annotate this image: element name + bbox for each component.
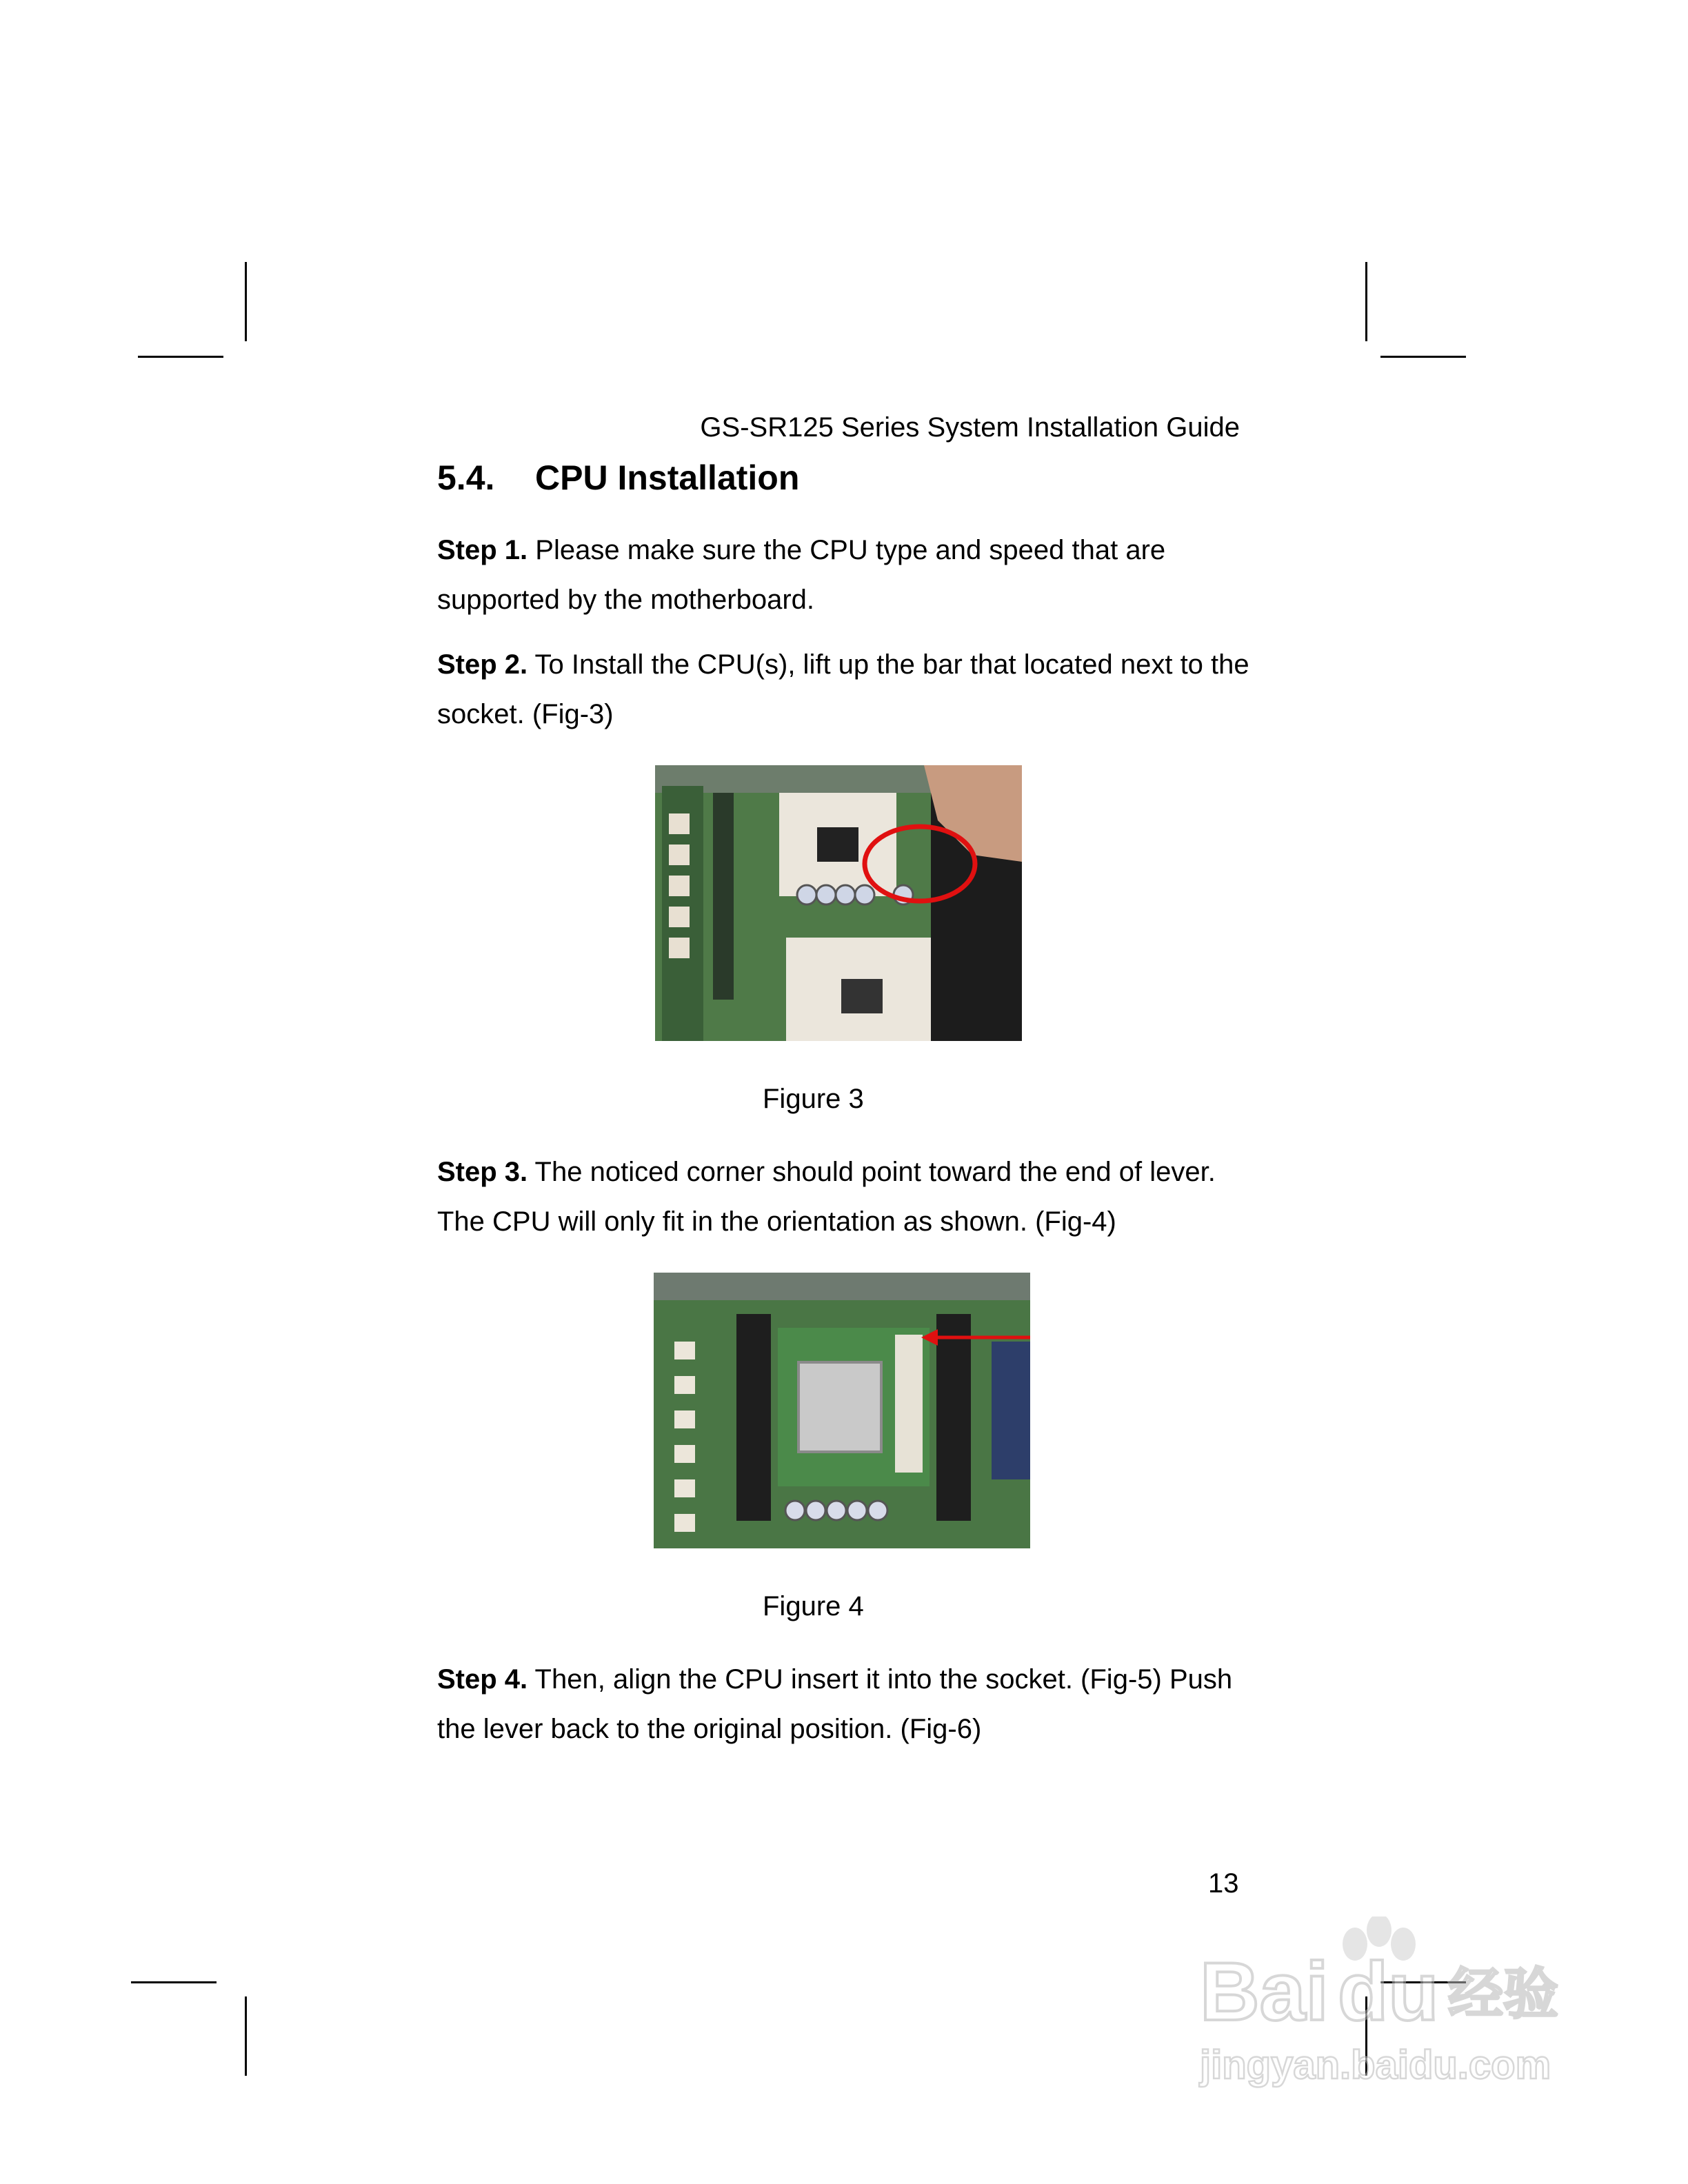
svg-text:du: du (1338, 1945, 1439, 2038)
crop-mark (245, 262, 247, 341)
figure-3-photo (655, 765, 1022, 1041)
step-label: Step 1. (437, 535, 528, 565)
step-1 (437, 525, 1265, 625)
crop-mark (1365, 262, 1367, 341)
step-text: The noticed corner should point toward the end of lever. The CPU will only fit in the orientation as shown. (Fig-4) (437, 1157, 1216, 1237)
section-title: CPU Installation (535, 458, 800, 497)
baidu-watermark-logo (1186, 1917, 1572, 2096)
figure-3-caption: Figure 3 (763, 1084, 864, 1114)
step-4 (437, 1655, 1265, 1754)
step-2 (437, 640, 1265, 739)
step-text: Please make sure the CPU type and speed that are supported by the motherboard. (437, 535, 1166, 615)
crop-mark (245, 1996, 247, 2076)
step-text: To Install the CPU(s), lift up the bar that located next to the socket. (Fig-3) (437, 649, 1249, 729)
svg-text:Bai: Bai (1200, 1945, 1329, 2038)
svg-text:经验: 经验 (1448, 1962, 1558, 2026)
running-header: GS-SR125 Series System Installation Guide (700, 412, 1240, 443)
crop-mark (138, 356, 223, 358)
step-label: Step 4. (437, 1664, 528, 1695)
crop-mark (131, 1981, 217, 1983)
svg-text:jingyan.baidu.com: jingyan.baidu.com (1200, 2043, 1551, 2087)
step-text: Then, align the CPU insert it into the socket. (Fig-5) Push the lever back to the original position. (Fig-6) (437, 1664, 1233, 1744)
step-label: Step 3. (437, 1157, 528, 1187)
section-number: 5.4. (437, 458, 495, 497)
page-number: 13 (1208, 1868, 1239, 1899)
section-heading (437, 458, 799, 498)
figure-4-photo (654, 1273, 1030, 1548)
step-3 (437, 1147, 1265, 1246)
figure-4-caption: Figure 4 (763, 1591, 864, 1621)
step-label: Step 2. (437, 649, 528, 680)
crop-mark (1380, 356, 1466, 358)
